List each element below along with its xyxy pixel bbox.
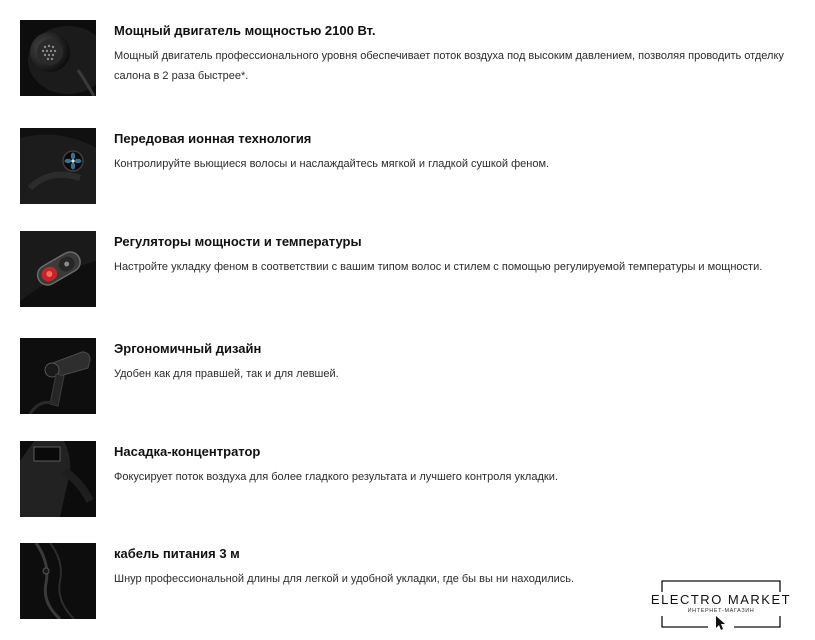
feature-item-ionic: [20, 128, 800, 206]
feature-description: Настройте укладку феном в соответствии с вашим типом волос и стилем с помощью регулируемой температуры и мощности.: [114, 261, 763, 273]
electro-market-logo: [646, 578, 796, 630]
feature-title: Передовая ионная технология: [114, 131, 312, 146]
feature-item-controls: [20, 231, 800, 309]
svg-text:ELECTRO MARKET: ELECTRO MARKET: [650, 592, 792, 607]
feature-title: Мощный двигатель мощностью 2100 Вт.: [114, 23, 376, 38]
ion-flower-icon: [20, 128, 96, 204]
feature-title: Насадка-концентратор: [114, 444, 261, 459]
feature-description: Контролируйте вьющиеся волосы и наслаждайтесь мягкой и гладкой сушкой феном.: [114, 158, 550, 170]
feature-description: Мощный двигатель профессионального уровня обеспечивает поток воздуха под высоким давлением, позволяя проводить отделку салона в 2 раза быстрее*.: [114, 50, 784, 82]
feature-description: Шнур профессиональной длины для легкой и удобной укладки, где бы вы ни находились.: [114, 573, 575, 585]
concentrator-nozzle-icon: [20, 441, 96, 517]
feature-description: Удобен как для правшей, так и для левшей.: [114, 368, 339, 380]
svg-text:ИНТЕРНЕТ-МАГАЗИН: ИНТЕРНЕТ-МАГАЗИН: [687, 608, 755, 614]
hair-dryer-icon: [20, 338, 96, 414]
feature-title: Эргономичный дизайн: [114, 341, 262, 356]
feature-title: кабель питания 3 м: [114, 546, 240, 561]
motor-grille-icon: [20, 20, 96, 96]
feature-item-ergonomic: [20, 338, 800, 416]
feature-title: Регуляторы мощности и температуры: [114, 234, 362, 249]
temperature-controls-icon: [20, 231, 96, 307]
feature-item-concentrator: [20, 441, 800, 519]
feature-item-motor: [20, 20, 800, 98]
feature-description: Фокусирует поток воздуха для более гладкого результата и лучшего контроля укладки.: [114, 471, 558, 483]
power-cable-icon: [20, 543, 96, 619]
